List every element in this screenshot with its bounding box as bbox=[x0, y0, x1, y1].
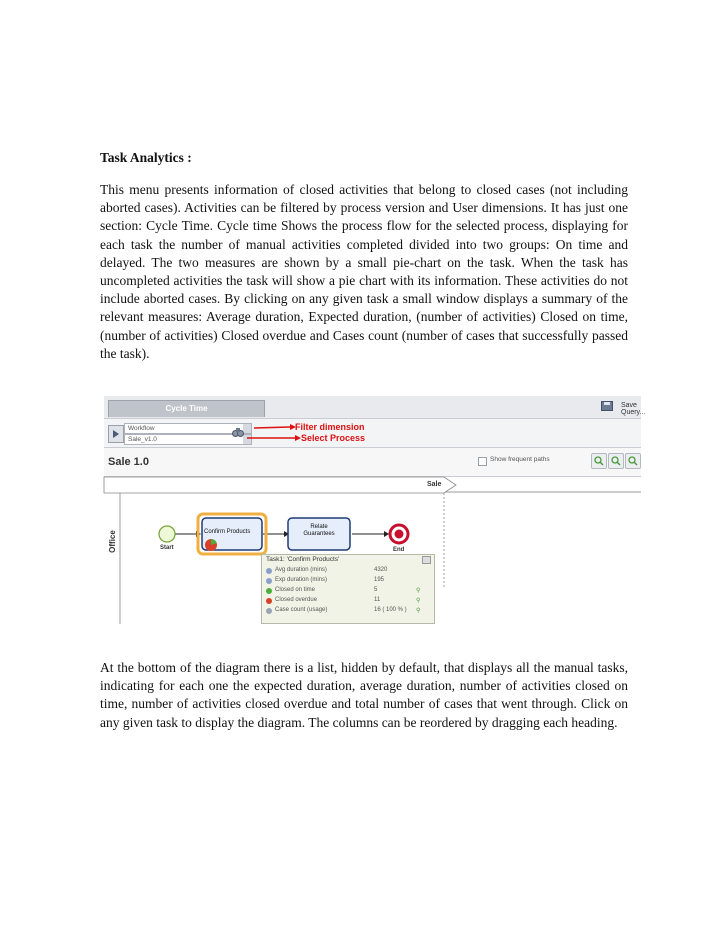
end-label: End bbox=[393, 547, 405, 553]
magnifier-icon bbox=[609, 454, 623, 468]
overdue-icon bbox=[266, 598, 272, 604]
popup-row-value: 4320 bbox=[374, 567, 388, 573]
start-event[interactable] bbox=[159, 526, 175, 542]
bottom-list-paragraph: At the bottom of the diagram there is a list, hidden by default, that displays all the manual tasks, indicating for each one the expected duration, average duration, number of activities closed on time, number of activities closed overdue and total number of cases that went through. Click on any given task to display the diagram. The columns can be reordered by dragging each heading. bbox=[100, 660, 628, 730]
task2-label-line1: Relate bbox=[310, 524, 328, 530]
zoom-in-button[interactable] bbox=[591, 453, 607, 469]
case-count-icon bbox=[266, 608, 272, 614]
task-summary-popup bbox=[261, 554, 435, 624]
intro-paragraph: This menu presents information of closed activities that belong to closed cases (not including aborted cases). Activities can be filtered by process version and User dimensions. It has just one section: Cycle Time. Cycle time Shows the process flow for the selected process, displaying for each task the number of manual activities completed divided into two groups: On time and delayed. The two measures are shown by a small pie-chart on the task. When the task has uncompleted activities the task will show a pie chart with its information. These activities do not include aborted cases. By clicking on any given task a small window displays a summary of the relevant measures: Average duration, Expected duration, (number of activities) Closed on time, (number of activities) Closed overdue and Cases count (number of cases that successfully passed the task). bbox=[100, 182, 628, 361]
filter-bar bbox=[104, 419, 641, 448]
show-frequent-checkbox[interactable] bbox=[478, 457, 487, 466]
popup-row-value: 16 ( 100 % ) bbox=[374, 607, 407, 613]
tab-cycle-time[interactable]: Cycle Time bbox=[108, 400, 265, 417]
save-icon[interactable] bbox=[601, 401, 613, 411]
popup-row bbox=[266, 597, 431, 605]
popup-row bbox=[266, 587, 431, 595]
filter-dimension-value: Workflow bbox=[128, 425, 155, 432]
filter-dimension-annotation: Filter dimension bbox=[295, 422, 365, 432]
popup-row-label: Case count (usage) bbox=[275, 607, 328, 613]
magnifier-icon bbox=[592, 454, 606, 468]
task2-label bbox=[288, 524, 350, 538]
lane-label: Office bbox=[107, 530, 117, 553]
popup-row-value: 195 bbox=[374, 577, 385, 583]
popup-row bbox=[266, 567, 431, 575]
start-label: Start bbox=[160, 545, 174, 551]
magnifier-icon bbox=[626, 454, 640, 468]
popup-row-label: Closed overdue bbox=[275, 597, 318, 603]
popup-row bbox=[266, 577, 431, 585]
popup-close-button[interactable] bbox=[422, 556, 431, 564]
popup-row-label: Exp duration (mins) bbox=[275, 577, 328, 583]
process-select-value: Sale_v1.0 bbox=[128, 436, 157, 443]
popup-row-label: Closed on time bbox=[275, 587, 316, 593]
magnifier-icon[interactable]: ⚲ bbox=[416, 608, 421, 614]
select-process-annotation: Select Process bbox=[301, 433, 366, 443]
zoom-fit-button[interactable] bbox=[625, 453, 641, 469]
clock-icon bbox=[266, 578, 272, 584]
show-frequent-label: Show frequent paths bbox=[490, 456, 550, 463]
process-title-bar bbox=[104, 448, 641, 477]
cycle-time-screenshot bbox=[104, 396, 646, 624]
magnifier-icon[interactable]: ⚲ bbox=[416, 588, 421, 594]
process-title: Sale 1.0 bbox=[108, 456, 149, 468]
pool-header bbox=[104, 477, 456, 493]
on-time-icon bbox=[266, 588, 272, 594]
magnifier-icon[interactable]: ⚲ bbox=[416, 598, 421, 604]
save-query-link[interactable]: Save Query... bbox=[621, 402, 646, 416]
section-heading: Task Analytics : bbox=[100, 150, 192, 165]
task2-label-line2: Guarantees bbox=[303, 531, 335, 537]
popup-row-value: 11 bbox=[374, 597, 381, 603]
task1-label: Confirm Products bbox=[204, 529, 251, 535]
annotation-arrows bbox=[104, 419, 641, 447]
popup-row-label: Avg duration (mins) bbox=[275, 567, 327, 573]
popup-row bbox=[266, 607, 431, 615]
pool-label: Sale bbox=[427, 481, 442, 488]
popup-title: Task1: 'Confirm Products' bbox=[266, 556, 340, 563]
top-bar bbox=[104, 396, 646, 419]
zoom-out-button[interactable] bbox=[608, 453, 624, 469]
popup-row-value: 5 bbox=[374, 587, 378, 593]
clock-icon bbox=[266, 568, 272, 574]
